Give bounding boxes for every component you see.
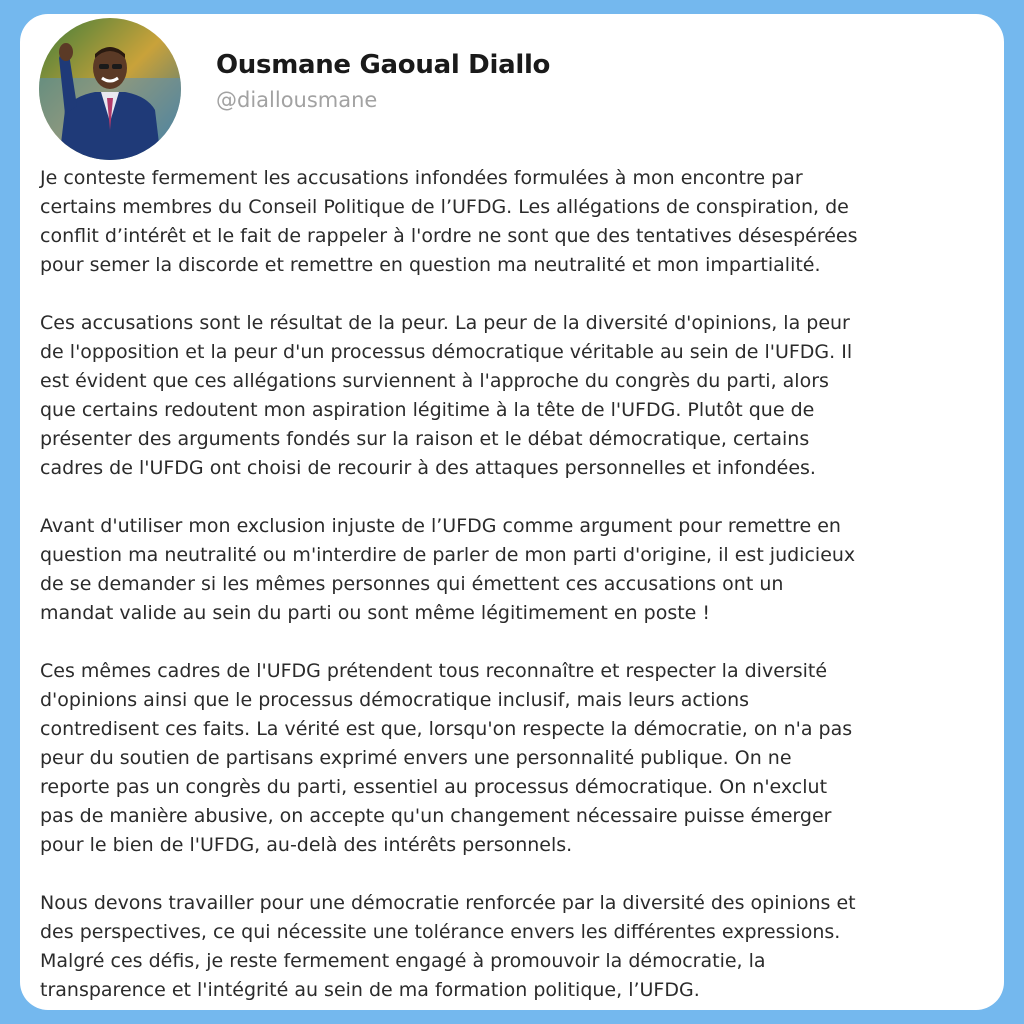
post-text-line: Ces accusations sont le résultat de la peur. La peur de la diversité d'opinions, la peur	[40, 312, 850, 334]
post-text-line: reporte pas un congrès du parti, essentiel au processus démocratique. On n'exclut	[40, 776, 828, 798]
post-paragraph	[40, 657, 990, 860]
post-text-line: de se demander si les mêmes personnes qui émettent ces accusations ont un	[40, 573, 784, 595]
post-text-line: des perspectives, ce qui nécessite une tolérance envers les différentes expressions.	[40, 921, 841, 943]
post-text-line: pour le bien de l'UFDG, au-delà des intérêts personnels.	[40, 834, 573, 856]
post-paragraph	[40, 889, 990, 1005]
post-paragraph	[40, 309, 990, 483]
post-text-line: Avant d'utiliser mon exclusion injuste de l’UFDG comme argument pour remettre en	[40, 515, 841, 537]
post-text-line: d'opinions ainsi que le processus démocratique inclusif, mais leurs actions	[40, 689, 750, 711]
post-text-line: contredisent ces faits. La vérité est que, lorsqu'on respecte la démocratie, on n'a pas	[40, 718, 853, 740]
post-text-line: pas de manière abusive, on accepte qu'un changement nécessaire puisse émerger	[40, 805, 832, 827]
post-card	[20, 14, 1004, 1010]
post-text-line: est évident que ces allégations surviennent à l'approche du congrès du parti, alors	[40, 370, 829, 392]
post-text-line: que certains redoutent mon aspiration légitime à la tête de l'UFDG. Plutôt que de	[40, 399, 815, 421]
post-text-line: conflit d’intérêt et le fait de rappeler à l'ordre ne sont que des tentatives désespérées	[40, 225, 858, 247]
post-text-line: Nous devons travailler pour une démocratie renforcée par la diversité des opinions et	[40, 892, 856, 914]
post-text-line: Ces mêmes cadres de l'UFDG prétendent tous reconnaître et respecter la diversité	[40, 660, 828, 682]
avatar[interactable]	[39, 18, 181, 160]
avatar-photo	[39, 18, 181, 160]
post-text-line: mandat valide au sein du parti ou sont même légitimement en poste !	[40, 602, 711, 624]
post-text-line: présenter des arguments fondés sur la raison et le débat démocratique, certains	[40, 428, 810, 450]
author-name[interactable]: Ousmane Gaoual Diallo	[216, 50, 551, 80]
post-text-line: de l'opposition et la peur d'un processus démocratique véritable au sein de l'UFDG. Il	[40, 341, 853, 363]
post-paragraph	[40, 164, 990, 280]
post-text-line: cadres de l'UFDG ont choisi de recourir à des attaques personnelles et infondées.	[40, 457, 816, 479]
post-text-line: Je conteste fermement les accusations infondées formulées à mon encontre par	[40, 167, 803, 189]
post-body	[40, 164, 990, 1010]
post-text-line: pour semer la discorde et remettre en question ma neutralité et mon impartialité.	[40, 254, 821, 276]
post-text-line: Malgré ces défis, je reste fermement engagé à promouvoir la démocratie, la	[40, 950, 766, 972]
post-text-line: question ma neutralité ou m'interdire de parler de mon parti d'origine, il est judicieux	[40, 544, 856, 566]
post-text-line: transparence et l'intégrité au sein de ma formation politique, l’UFDG.	[40, 979, 700, 1001]
post-paragraph	[40, 512, 990, 628]
post-text-line: peur du soutien de partisans exprimé envers une personnalité publique. On ne	[40, 747, 792, 769]
post-text-line: certains membres du Conseil Politique de l’UFDG. Les allégations de conspiration, de	[40, 196, 849, 218]
author-handle[interactable]: @diallousmane	[216, 88, 378, 112]
